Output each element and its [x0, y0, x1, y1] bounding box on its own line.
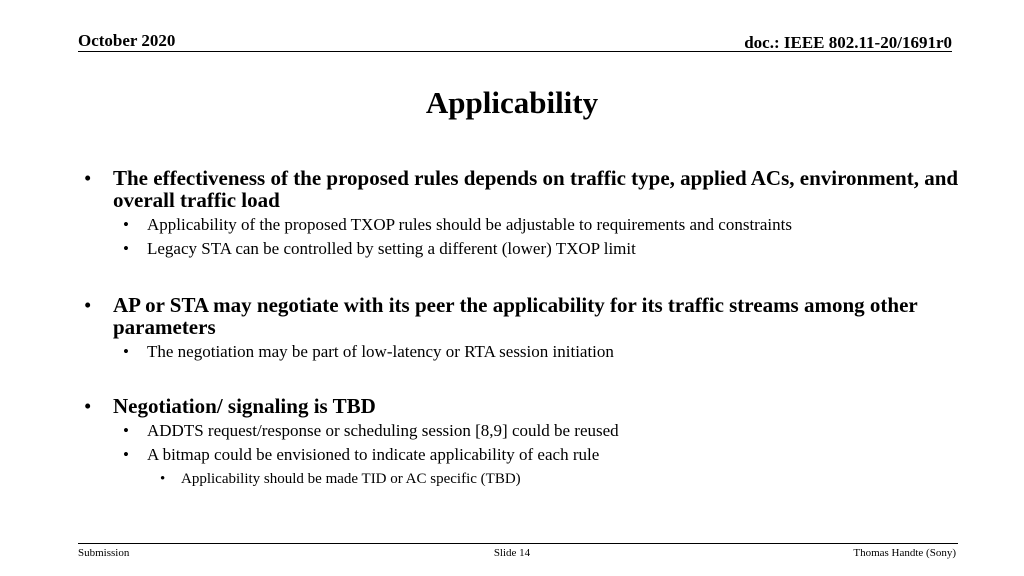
bullet-3-sub-2-sub-1 [82, 467, 962, 491]
bullet-1-text: The effectiveness of the proposed rules depends on traffic type, applied ACs, environment, and overall traffic load [113, 166, 959, 212]
spacer [82, 364, 962, 395]
footer-slide-number: Slide 14 [493, 547, 531, 559]
bullet-1-sub-1 [82, 213, 962, 237]
bullet-3-sub-2-text: A bitmap could be envisioned to indicate applicability of each rule [147, 445, 600, 464]
bullet-2-sub-1 [82, 340, 962, 364]
slide-body [82, 167, 962, 491]
bullet-dot-icon: • [84, 394, 92, 418]
bullet-2-sub-1-text: The negotiation may be part of low-latency or RTA session initiation [147, 342, 614, 361]
bullet-3-sub-1-text: ADDTS request/response or scheduling session [8,9] could be reused [147, 421, 619, 440]
bullet-3-text: Negotiation/ signaling is TBD [113, 394, 376, 418]
bullet-3-sub-1 [82, 419, 962, 443]
bullet-3-sub-2-sub-1-text: Applicability should be made TID or AC specific (TBD) [181, 471, 521, 487]
bullet-dot-icon: • [160, 471, 166, 487]
footer-rule [78, 543, 958, 544]
bullet-dot-icon: • [123, 342, 129, 361]
bullet-1-sub-1-text: Applicability of the proposed TXOP rules should be adjustable to requirements and constraints [147, 215, 792, 234]
bullet-2 [82, 294, 962, 338]
bullet-dot-icon: • [123, 215, 129, 234]
bullet-3 [82, 395, 962, 417]
bullet-dot-icon: • [84, 293, 92, 317]
bullet-dot-icon: • [123, 445, 129, 464]
bullet-2-text: AP or STA may negotiate with its peer the applicability for its traffic streams among other parameters [113, 293, 918, 339]
footer-submission: Submission [78, 547, 130, 559]
slide-title: Applicability [425, 85, 599, 120]
bullet-1-sub-2 [82, 237, 962, 261]
header-rule [78, 51, 952, 52]
spacer [82, 261, 962, 294]
bullet-dot-icon: • [123, 239, 129, 258]
header-date: October 2020 [78, 31, 176, 50]
bullet-dot-icon: • [123, 421, 129, 440]
bullet-3-sub-2 [82, 443, 962, 467]
footer-author: Thomas Handte (Sony) [853, 547, 956, 559]
bullet-1-sub-2-text: Legacy STA can be controlled by setting a different (lower) TXOP limit [147, 239, 636, 258]
bullet-1 [82, 167, 962, 211]
bullet-dot-icon: • [84, 166, 92, 190]
header-doc-id: doc.: IEEE 802.11-20/1691r0 [744, 33, 952, 52]
